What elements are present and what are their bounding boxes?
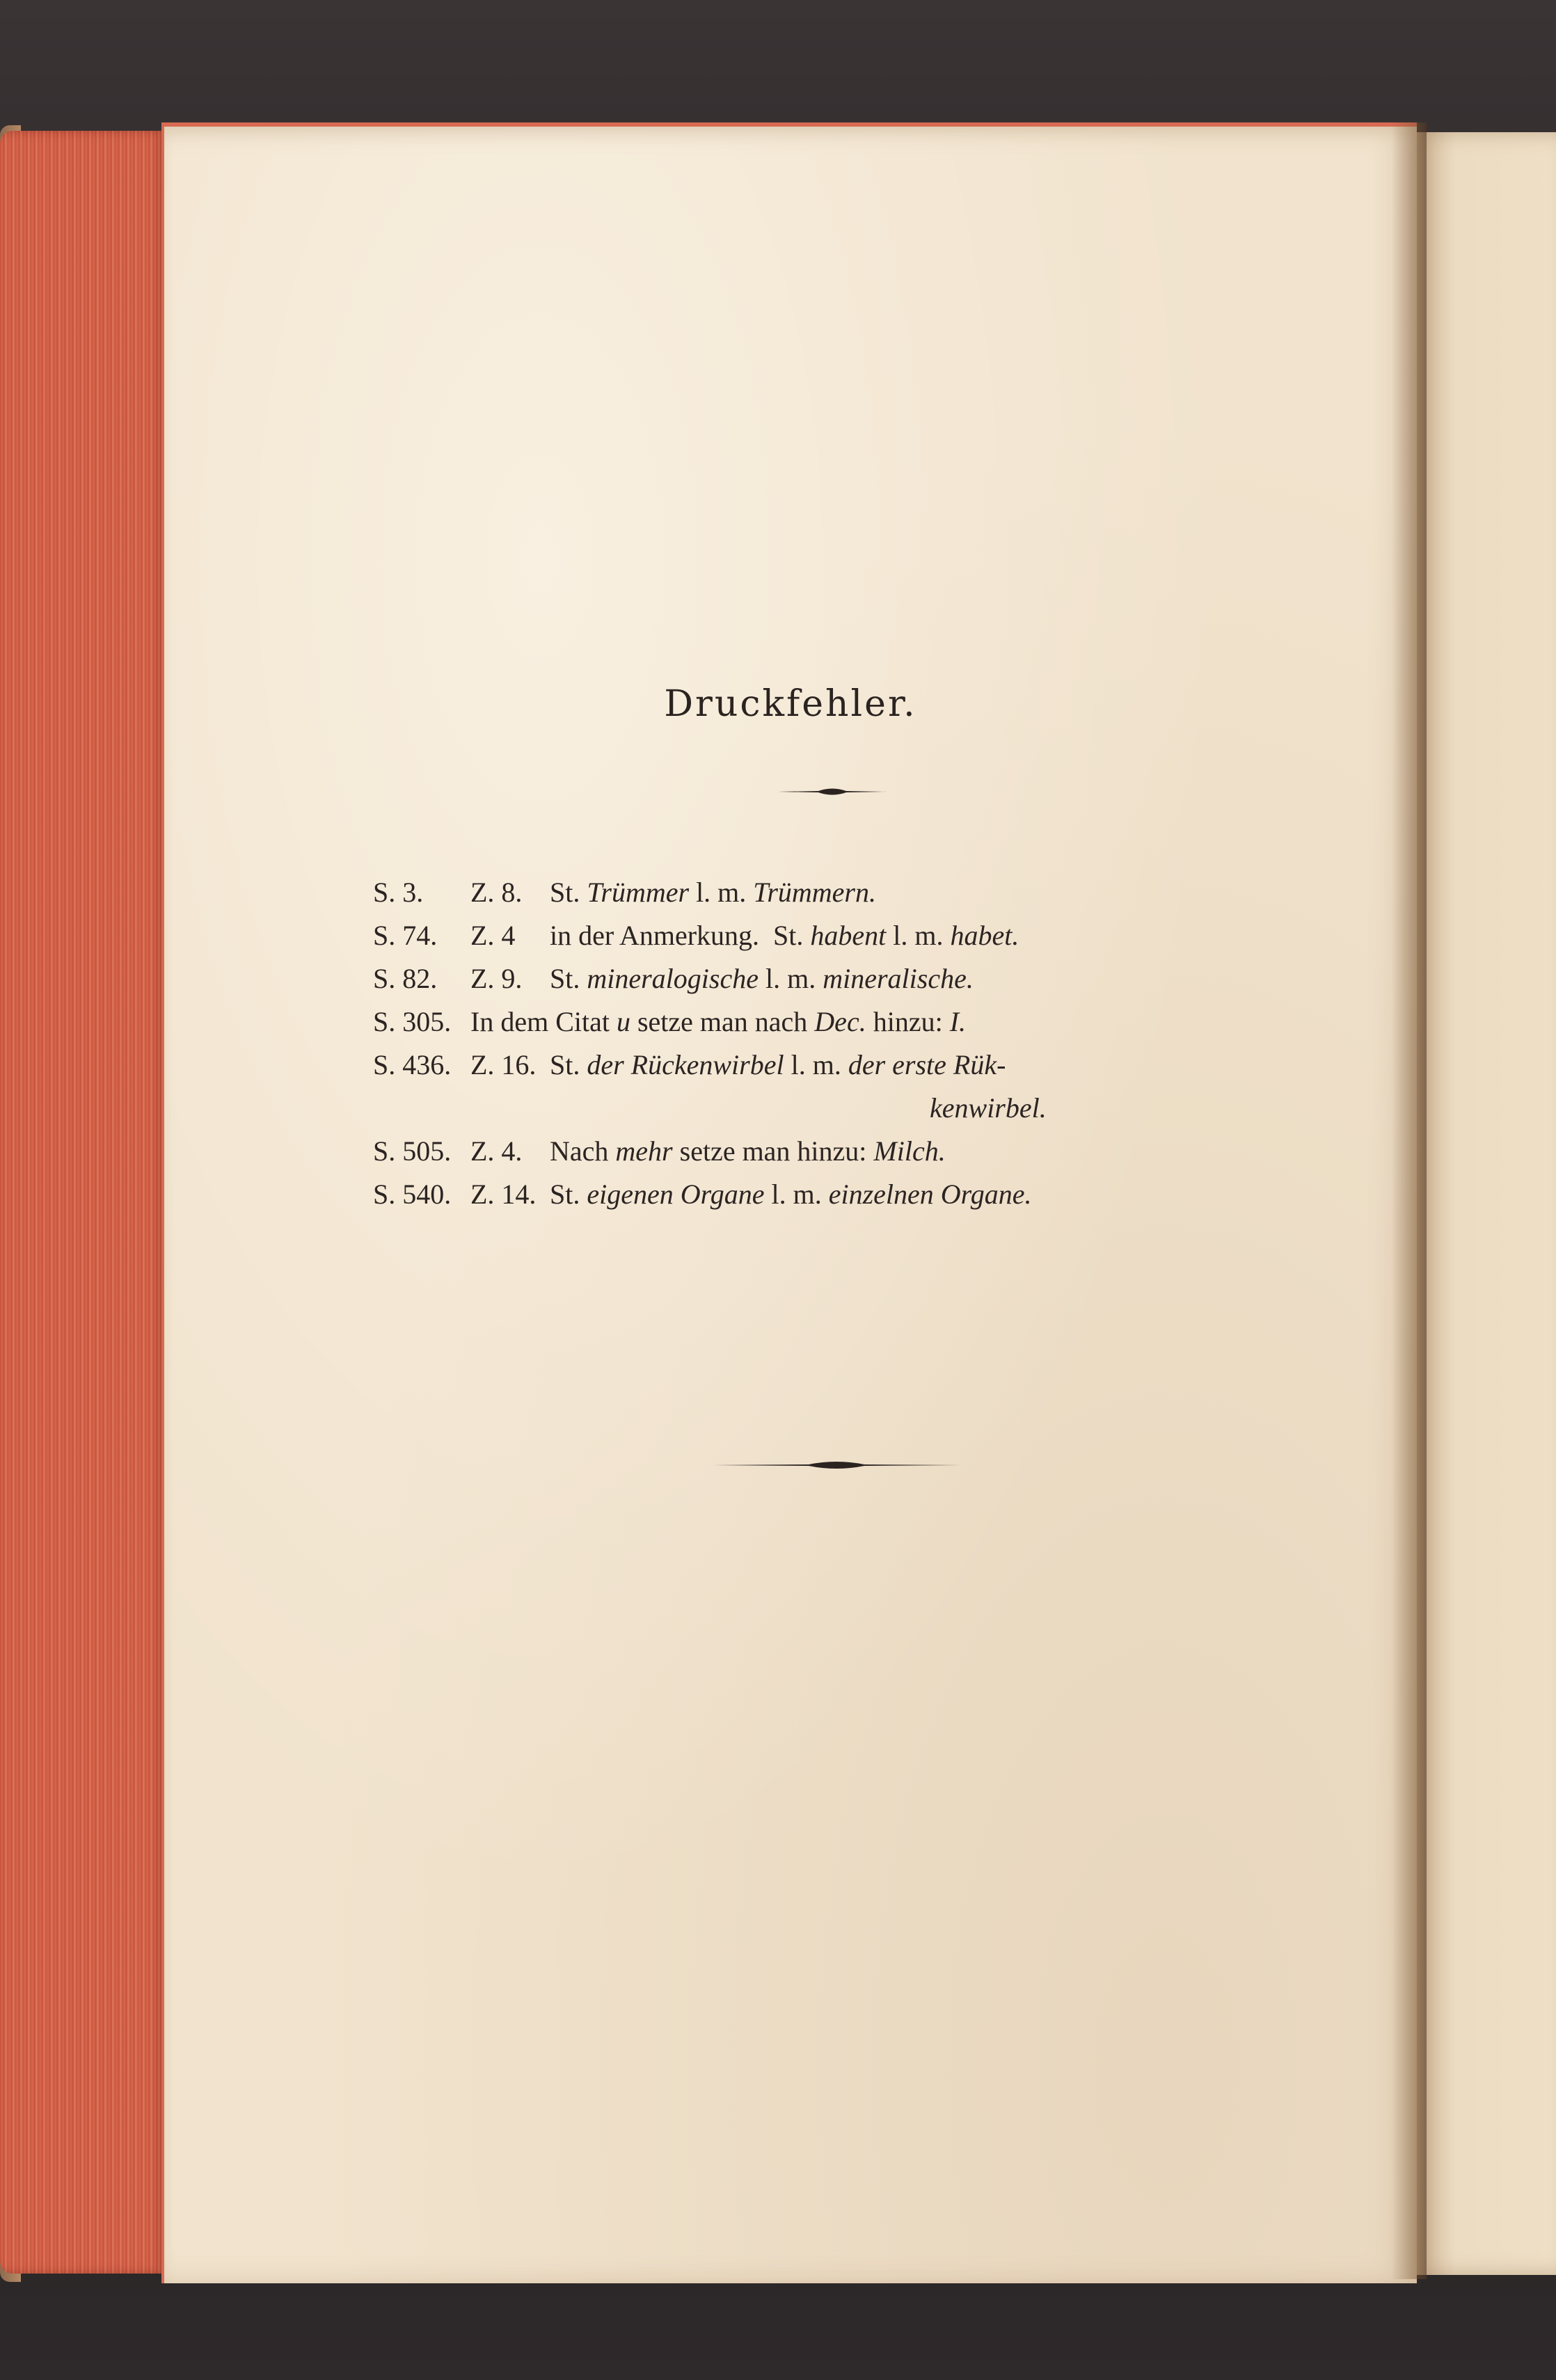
- errata-text: hinzu:: [866, 1006, 950, 1037]
- errata-line-ref: Z. 14.: [470, 1179, 537, 1210]
- errata-text: St.: [550, 877, 587, 908]
- errata-row: [373, 1130, 1361, 1173]
- errata-italic-text: mehr: [615, 1135, 673, 1167]
- errata-text: In dem Citat: [470, 1006, 617, 1037]
- errata-text: St.: [550, 1179, 587, 1210]
- errata-text: l. m.: [886, 920, 951, 951]
- errata-line-ref: Z. 8.: [470, 877, 523, 908]
- errata-line-ref: Z. 4.: [470, 1135, 523, 1167]
- errata-italic-text: eigenen Organe: [587, 1179, 765, 1210]
- errata-row: [373, 871, 1361, 914]
- errata-page-ref: S. 505.: [373, 1135, 452, 1167]
- errata-correction: [470, 1000, 966, 1044]
- errata-line-ref: Z. 4: [470, 920, 516, 951]
- errata-italic-text: mineralogische: [587, 963, 759, 994]
- errata-italic-text: I.: [949, 1006, 967, 1037]
- errata-correction: [550, 914, 1019, 957]
- errata-italic-text: Milch.: [873, 1135, 946, 1167]
- errata-page-ref: S. 540.: [373, 1179, 452, 1210]
- errata-page-ref: S. 82.: [373, 963, 438, 994]
- errata-italic-text: u: [616, 1006, 630, 1037]
- errata-text: l. m.: [784, 1049, 848, 1080]
- errata-text: l. m.: [764, 1179, 829, 1210]
- errata-text: setze man nach: [630, 1006, 815, 1037]
- errata-line-ref: Z. 9.: [470, 963, 523, 994]
- errata-italic-text: habent: [810, 920, 887, 951]
- errata-text: St.: [550, 1049, 587, 1080]
- errata-text: setze man hinzu:: [672, 1135, 874, 1167]
- errata-correction: [550, 871, 876, 914]
- errata-italic-text: Trümmer: [587, 877, 690, 908]
- page-block-edge: [0, 131, 166, 2274]
- errata-list: [373, 871, 1361, 1216]
- errata-row: [373, 1000, 1361, 1044]
- errata-row: [373, 1044, 1361, 1087]
- errata-text: St.: [550, 963, 587, 994]
- errata-italic-text: habet.: [950, 920, 1019, 951]
- errata-correction: [550, 1173, 1031, 1216]
- errata-line-ref: Z. 16.: [470, 1049, 537, 1080]
- errata-row: [373, 914, 1361, 957]
- errata-italic-text: der erste Rük-: [848, 1049, 1006, 1080]
- errata-text: Nach: [550, 1135, 616, 1167]
- page-title: Druckfehler.: [664, 683, 917, 725]
- errata-italic-text: mineralische.: [823, 963, 974, 994]
- errata-italic-text: Trümmern.: [753, 877, 876, 908]
- errata-page-ref: S. 3.: [373, 877, 424, 908]
- errata-correction: [550, 1044, 1006, 1087]
- ornament-rule-bottom: [711, 1457, 962, 1473]
- errata-correction: [550, 1130, 946, 1173]
- facing-page: [1413, 132, 1556, 2275]
- errata-text: l. m.: [689, 877, 754, 908]
- book-page: [161, 122, 1417, 2283]
- errata-page-ref: S. 436.: [373, 1049, 452, 1080]
- errata-correction: [550, 957, 974, 1000]
- errata-text: l. m.: [758, 963, 823, 994]
- errata-italic-text: der Rückenwirbel: [587, 1049, 784, 1080]
- errata-page-ref: S. 305.: [373, 1006, 452, 1037]
- errata-italic-text: einzelnen Organe.: [828, 1179, 1032, 1210]
- errata-page-ref: S. 74.: [373, 920, 438, 951]
- errata-row: [373, 1173, 1361, 1216]
- errata-continuation: kenwirbel.: [930, 1092, 1047, 1124]
- errata-italic-text: Dec.: [814, 1006, 866, 1037]
- ornament-rule-top: [777, 783, 888, 800]
- errata-text: in der Anmerkung. St.: [550, 920, 811, 951]
- errata-row: [373, 957, 1361, 1000]
- page-gutter: [1392, 122, 1427, 2279]
